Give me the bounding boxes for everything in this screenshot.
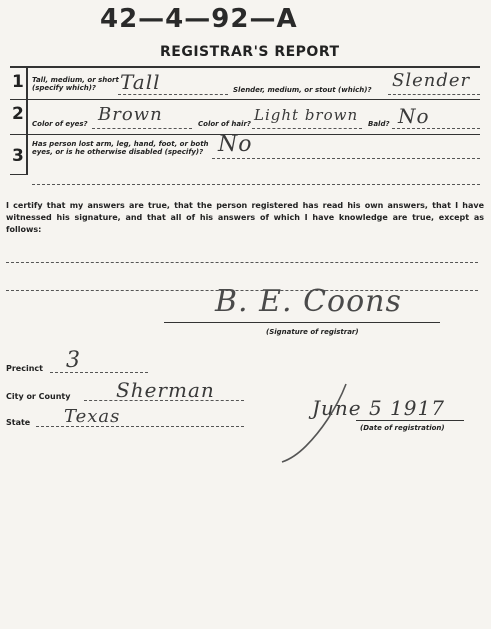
precinct-line bbox=[50, 372, 148, 373]
precinct-label: Precinct bbox=[6, 364, 43, 373]
precinct-value: 3 bbox=[66, 348, 81, 373]
row-2-hair-value: Light brown bbox=[254, 106, 359, 124]
row-3-line bbox=[212, 158, 480, 159]
row-2-hair-line bbox=[252, 128, 362, 129]
row-1-number: 1 bbox=[12, 72, 24, 92]
row-1-line bbox=[118, 94, 228, 95]
form-code: 42—4—92—A bbox=[100, 4, 298, 34]
row-2-eyes-label: Color of eyes? bbox=[32, 120, 88, 128]
row-3-line-2 bbox=[32, 184, 480, 185]
row-3-rule bbox=[10, 174, 28, 175]
row-3-number: 3 bbox=[12, 146, 24, 166]
row-2-eyes-value: Brown bbox=[98, 104, 163, 125]
row-1-label-2: Slender, medium, or stout (which)? bbox=[233, 86, 372, 94]
registration-date-value: June 5 1917 bbox=[312, 396, 445, 420]
row-2-eyes-line bbox=[92, 128, 192, 129]
date-line bbox=[356, 420, 464, 421]
row-1-label: Tall, medium, or short (specify which)? bbox=[32, 76, 119, 92]
county-label: City or County bbox=[6, 392, 71, 401]
registrar-signature: B. E. Coons bbox=[215, 284, 402, 319]
signature-line bbox=[164, 322, 440, 323]
top-rule bbox=[10, 66, 480, 68]
row-2-hair-label: Color of hair? bbox=[198, 120, 251, 128]
date-flourish bbox=[276, 380, 366, 470]
row-2-bald-line bbox=[392, 128, 480, 129]
exception-line-1 bbox=[6, 262, 478, 263]
state-line bbox=[36, 426, 244, 427]
form-title: REGISTRAR'S REPORT bbox=[160, 44, 340, 60]
row-1-rule bbox=[10, 99, 480, 100]
row-3-label: Has person lost arm, leg, hand, foot, or both eyes, or is he otherwise disabled (specify)? bbox=[32, 140, 209, 156]
state-label: State bbox=[6, 418, 31, 427]
row-1-value-2: Slender bbox=[392, 70, 471, 91]
certification-text: I certify that my answers are true, that the person registered has read his own answers, that I have witnessed his signature, and that all of his answers of which I have knowledge are true, except as follows: bbox=[6, 201, 484, 234]
row-2-bald-value: No bbox=[398, 104, 430, 128]
row-3-value: No bbox=[218, 132, 253, 157]
county-line bbox=[84, 400, 244, 401]
county-value: Sherman bbox=[116, 378, 215, 402]
row-bar bbox=[26, 66, 28, 174]
row-1-value: Tall bbox=[120, 70, 161, 94]
row-1-line-2 bbox=[388, 94, 480, 95]
signature-caption: (Signature of registrar) bbox=[266, 328, 359, 336]
state-value: Texas bbox=[64, 406, 121, 427]
row-2-bald-label: Bald? bbox=[368, 120, 390, 128]
row-2-number: 2 bbox=[12, 104, 24, 124]
registration-date-caption: (Date of registration) bbox=[360, 424, 445, 432]
